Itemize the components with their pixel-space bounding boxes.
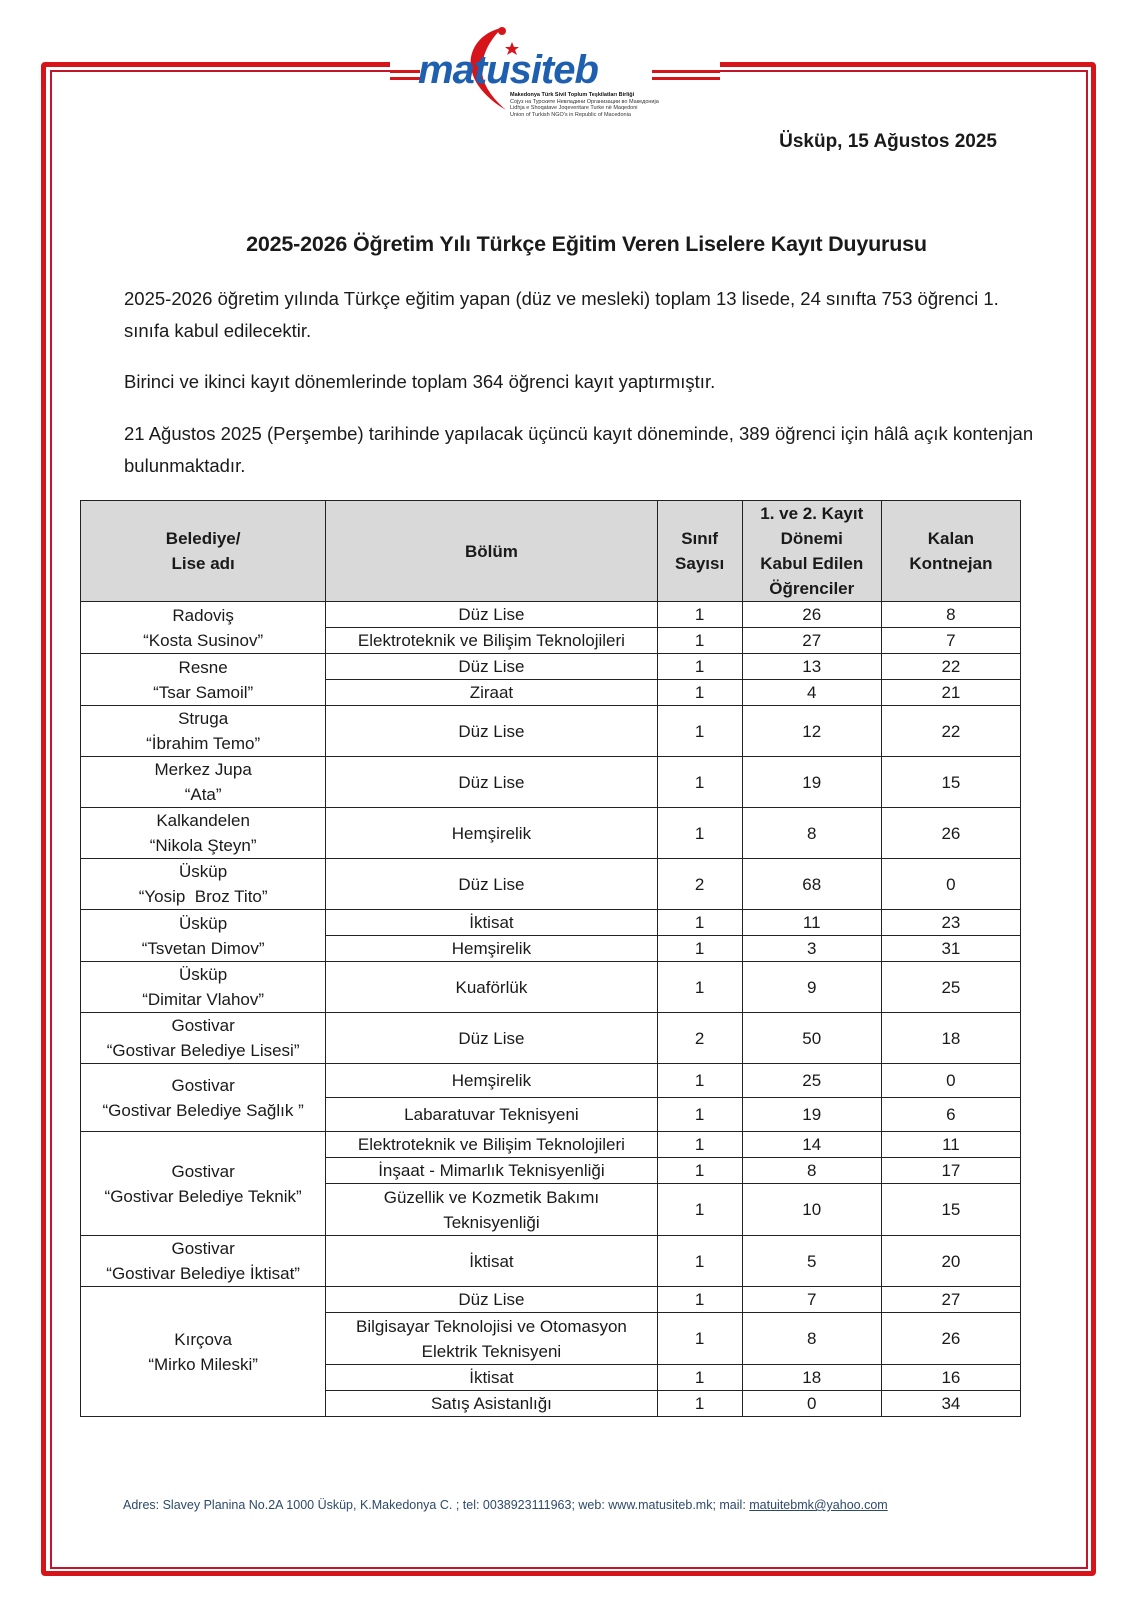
header-text: Lise adı [171, 554, 235, 573]
footer-contact [123, 1498, 888, 1512]
accepted-cell: 8 [742, 1158, 881, 1184]
classes-cell: 1 [657, 1158, 742, 1184]
table-row [81, 910, 1021, 936]
accepted-cell: 25 [742, 1064, 881, 1098]
header-text: Kontnejan [909, 554, 993, 573]
header-text: 1. ve 2. Kayıt [760, 504, 864, 523]
department-cell: Düz Lise [326, 602, 657, 628]
remaining-cell: 34 [881, 1391, 1020, 1417]
header-classes [657, 501, 742, 602]
remaining-cell: 16 [881, 1365, 1020, 1391]
table-row [81, 859, 1021, 910]
classes-cell: 1 [657, 1313, 742, 1365]
table-body [81, 602, 1021, 1417]
remaining-cell: 17 [881, 1158, 1020, 1184]
school-city: Struga [178, 709, 229, 728]
remaining-cell: 22 [881, 654, 1020, 680]
school-name: “Nikola Şteyn” [149, 836, 257, 855]
school-cell [81, 1287, 326, 1417]
school-name: “İbrahim Temo” [146, 734, 261, 753]
classes-cell: 1 [657, 1236, 742, 1287]
remaining-cell: 8 [881, 602, 1020, 628]
table-row [81, 602, 1021, 628]
department-cell: İktisat [326, 910, 657, 936]
accepted-cell: 0 [742, 1391, 881, 1417]
department-cell: Kuaförlük [326, 962, 657, 1013]
accepted-cell: 18 [742, 1365, 881, 1391]
remaining-cell: 11 [881, 1132, 1020, 1158]
school-city: Merkez Jupa [154, 760, 252, 779]
header-text: Kabul Edilen [760, 554, 864, 573]
school-cell [81, 1064, 326, 1132]
logo-stripes-left [390, 70, 420, 84]
logo-wordmark: matusiteb [418, 48, 598, 92]
header-text: Sınıf [681, 529, 719, 548]
department-cell: Düz Lise [326, 654, 657, 680]
department-cell: Satış Asistanlığı [326, 1391, 657, 1417]
school-name: “Gostivar Belediye Teknik” [104, 1186, 302, 1206]
remaining-cell: 6 [881, 1098, 1020, 1132]
logo-subtitle-line: Union of Turkish NGO's in Republic of Macedonia [510, 111, 631, 118]
school-city: Gostivar [171, 1016, 235, 1035]
department-cell: Labaratuvar Teknisyeni [326, 1098, 657, 1132]
header-remaining [881, 501, 1020, 602]
remaining-cell: 15 [881, 757, 1020, 808]
classes-cell: 1 [657, 1391, 742, 1417]
accepted-cell: 10 [742, 1184, 881, 1236]
school-cell [81, 962, 326, 1013]
school-city: Üsküp [179, 913, 228, 933]
accepted-cell: 19 [742, 757, 881, 808]
header-text: Kalan [927, 529, 975, 548]
accepted-cell: 13 [742, 654, 881, 680]
department-cell: Düz Lise [326, 859, 657, 910]
classes-cell: 2 [657, 859, 742, 910]
classes-cell: 1 [657, 654, 742, 680]
enrollment-table [80, 500, 1021, 1417]
school-name: “Kosta Susinov” [143, 630, 264, 650]
department-cell: Hemşirelik [326, 936, 657, 962]
department-cell: Elektroteknik ve Bilişim Teknolojileri [326, 628, 657, 654]
remaining-cell: 23 [881, 910, 1020, 936]
remaining-cell: 22 [881, 706, 1020, 757]
school-city: Gostivar [171, 1161, 235, 1181]
school-city: Üsküp [179, 965, 228, 984]
department-cell: Bilgisayar Teknolojisi ve Otomasyon Elektrik Teknisyeni [326, 1313, 657, 1365]
classes-cell: 1 [657, 1184, 742, 1236]
school-city: Radoviş [172, 605, 234, 625]
header-department: Bölüm [326, 501, 657, 602]
department-cell: Düz Lise [326, 706, 657, 757]
classes-cell: 1 [657, 808, 742, 859]
department-cell: Elektroteknik ve Bilişim Teknolojileri [326, 1132, 657, 1158]
school-name: “Gostivar Belediye Sağlık ” [102, 1100, 304, 1120]
classes-cell: 1 [657, 936, 742, 962]
school-name: “Ata” [184, 785, 222, 804]
school-name: “Tsvetan Dimov” [141, 938, 265, 958]
classes-cell: 1 [657, 602, 742, 628]
remaining-cell: 25 [881, 962, 1020, 1013]
document-date: Üsküp, 15 Ağustos 2025 [779, 131, 997, 152]
school-cell [81, 1132, 326, 1236]
header-text: Sayısı [675, 554, 725, 573]
accepted-cell: 68 [742, 859, 881, 910]
accepted-cell: 50 [742, 1013, 881, 1064]
department-cell: Düz Lise [326, 757, 657, 808]
logo-subtitle [510, 92, 659, 118]
remaining-cell: 7 [881, 628, 1020, 654]
department-cell: Ziraat [326, 680, 657, 706]
accepted-cell: 9 [742, 962, 881, 1013]
department-cell: Düz Lise [326, 1287, 657, 1313]
school-city: Resne [178, 657, 228, 677]
accepted-cell: 26 [742, 602, 881, 628]
accepted-cell: 12 [742, 706, 881, 757]
accepted-cell: 19 [742, 1098, 881, 1132]
remaining-cell: 0 [881, 1064, 1020, 1098]
table-row [81, 1236, 1021, 1287]
table-row [81, 1132, 1021, 1158]
school-cell [81, 808, 326, 859]
header-text: Öğrenciler [769, 579, 855, 598]
logo-subtitle-line: Lidhja e Shoqatave Joqeveritare Turke në Maqedoni [510, 105, 638, 111]
logo-subtitle-line: Makedonya Türk Sivil Toplum Teşkilatları Birliği [510, 92, 635, 98]
school-name: “Gostivar Belediye İktisat” [106, 1264, 300, 1283]
classes-cell: 1 [657, 680, 742, 706]
department-cell: İnşaat - Mimarlık Teknisyenliği [326, 1158, 657, 1184]
school-cell [81, 859, 326, 910]
department-cell: İktisat [326, 1236, 657, 1287]
remaining-cell: 27 [881, 1287, 1020, 1313]
header-text: Dönemi [780, 529, 843, 548]
accepted-cell: 27 [742, 628, 881, 654]
department-cell: Hemşirelik [326, 808, 657, 859]
remaining-cell: 26 [881, 808, 1020, 859]
paragraph-intro: 2025-2026 öğretim yılında Türkçe eğitim yapan (düz ve mesleki) toplam 13 lisede, 24 sınıfta 753 öğrenci 1. sınıfa kabul edilecektir. [124, 288, 999, 341]
remaining-cell: 18 [881, 1013, 1020, 1064]
accepted-cell: 3 [742, 936, 881, 962]
remaining-cell: 21 [881, 680, 1020, 706]
table-header-row [81, 501, 1021, 602]
classes-cell: 1 [657, 1365, 742, 1391]
accepted-cell: 11 [742, 910, 881, 936]
footer-address: Adres: Slavey Planina No.2A 1000 Üsküp, K.Makedonya C. ; tel: 0038923111963; web: www.matusiteb.mk; mail: [123, 1498, 750, 1512]
remaining-cell: 0 [881, 859, 1020, 910]
logo-subtitle-line: Сојуз на Турските Невладини Организации во Македонија [510, 98, 659, 105]
accepted-cell: 7 [742, 1287, 881, 1313]
school-cell [81, 706, 326, 757]
table-row [81, 706, 1021, 757]
school-cell [81, 602, 326, 654]
classes-cell: 1 [657, 910, 742, 936]
school-city: Kırçova [174, 1329, 232, 1349]
remaining-cell: 20 [881, 1236, 1020, 1287]
table-row [81, 1064, 1021, 1098]
department-cell: İktisat [326, 1365, 657, 1391]
school-cell [81, 654, 326, 706]
accepted-cell: 4 [742, 680, 881, 706]
header-school [81, 501, 326, 602]
organization-logo [390, 18, 720, 118]
school-cell [81, 1236, 326, 1287]
department-cell: Düz Lise [326, 1013, 657, 1064]
classes-cell: 1 [657, 1132, 742, 1158]
classes-cell: 1 [657, 1098, 742, 1132]
remaining-cell: 26 [881, 1313, 1020, 1365]
logo-stripes-right [652, 70, 720, 84]
school-name: “Dimitar Vlahov” [142, 990, 265, 1009]
classes-cell: 2 [657, 1013, 742, 1064]
table-row [81, 808, 1021, 859]
table-row [81, 654, 1021, 680]
classes-cell: 1 [657, 706, 742, 757]
document-title-wrap [0, 232, 1133, 257]
accepted-cell: 5 [742, 1236, 881, 1287]
classes-cell: 1 [657, 962, 742, 1013]
classes-cell: 1 [657, 1287, 742, 1313]
school-city: Gostivar [171, 1075, 235, 1095]
accepted-cell: 8 [742, 808, 881, 859]
classes-cell: 1 [657, 1064, 742, 1098]
school-name: “Gostivar Belediye Lisesi” [106, 1041, 300, 1060]
classes-cell: 1 [657, 628, 742, 654]
table-row [81, 757, 1021, 808]
footer-email-link[interactable]: matuitebmk@yahoo.com [749, 1498, 888, 1512]
header-text: Belediye/ [165, 529, 241, 548]
paragraph-registered: Birinci ve ikinci kayıt dönemlerinde toplam 364 öğrenci kayıt yaptırmıştır. [124, 371, 716, 392]
header-accepted [742, 501, 881, 602]
school-name: “Mirko Mileski” [148, 1354, 258, 1374]
school-city: Üsküp [179, 862, 228, 881]
remaining-cell: 15 [881, 1184, 1020, 1236]
accepted-cell: 14 [742, 1132, 881, 1158]
school-city: Gostivar [171, 1239, 235, 1258]
document-title: 2025-2026 Öğretim Yılı Türkçe Eğitim Veren Liselere Kayıt Duyurusu [246, 232, 927, 256]
remaining-cell: 31 [881, 936, 1020, 962]
department-cell: Hemşirelik [326, 1064, 657, 1098]
table-row [81, 1013, 1021, 1064]
table-row [81, 962, 1021, 1013]
school-cell [81, 757, 326, 808]
classes-cell: 1 [657, 757, 742, 808]
table-row [81, 1287, 1021, 1313]
school-cell [81, 910, 326, 962]
department-cell: Güzellik ve Kozmetik Bakımı Teknisyenliği [326, 1184, 657, 1236]
school-city: Kalkandelen [156, 811, 250, 830]
accepted-cell: 8 [742, 1313, 881, 1365]
paragraph-third-period: 21 Ağustos 2025 (Perşembe) tarihinde yapılacak üçüncü kayıt döneminde, 389 öğrenci için hâlâ açık kontenjan bulunmaktadır. [124, 423, 1034, 476]
school-name: “Tsar Samoil” [153, 682, 254, 702]
school-name: “Yosip Broz Tito” [138, 887, 268, 906]
school-cell [81, 1013, 326, 1064]
